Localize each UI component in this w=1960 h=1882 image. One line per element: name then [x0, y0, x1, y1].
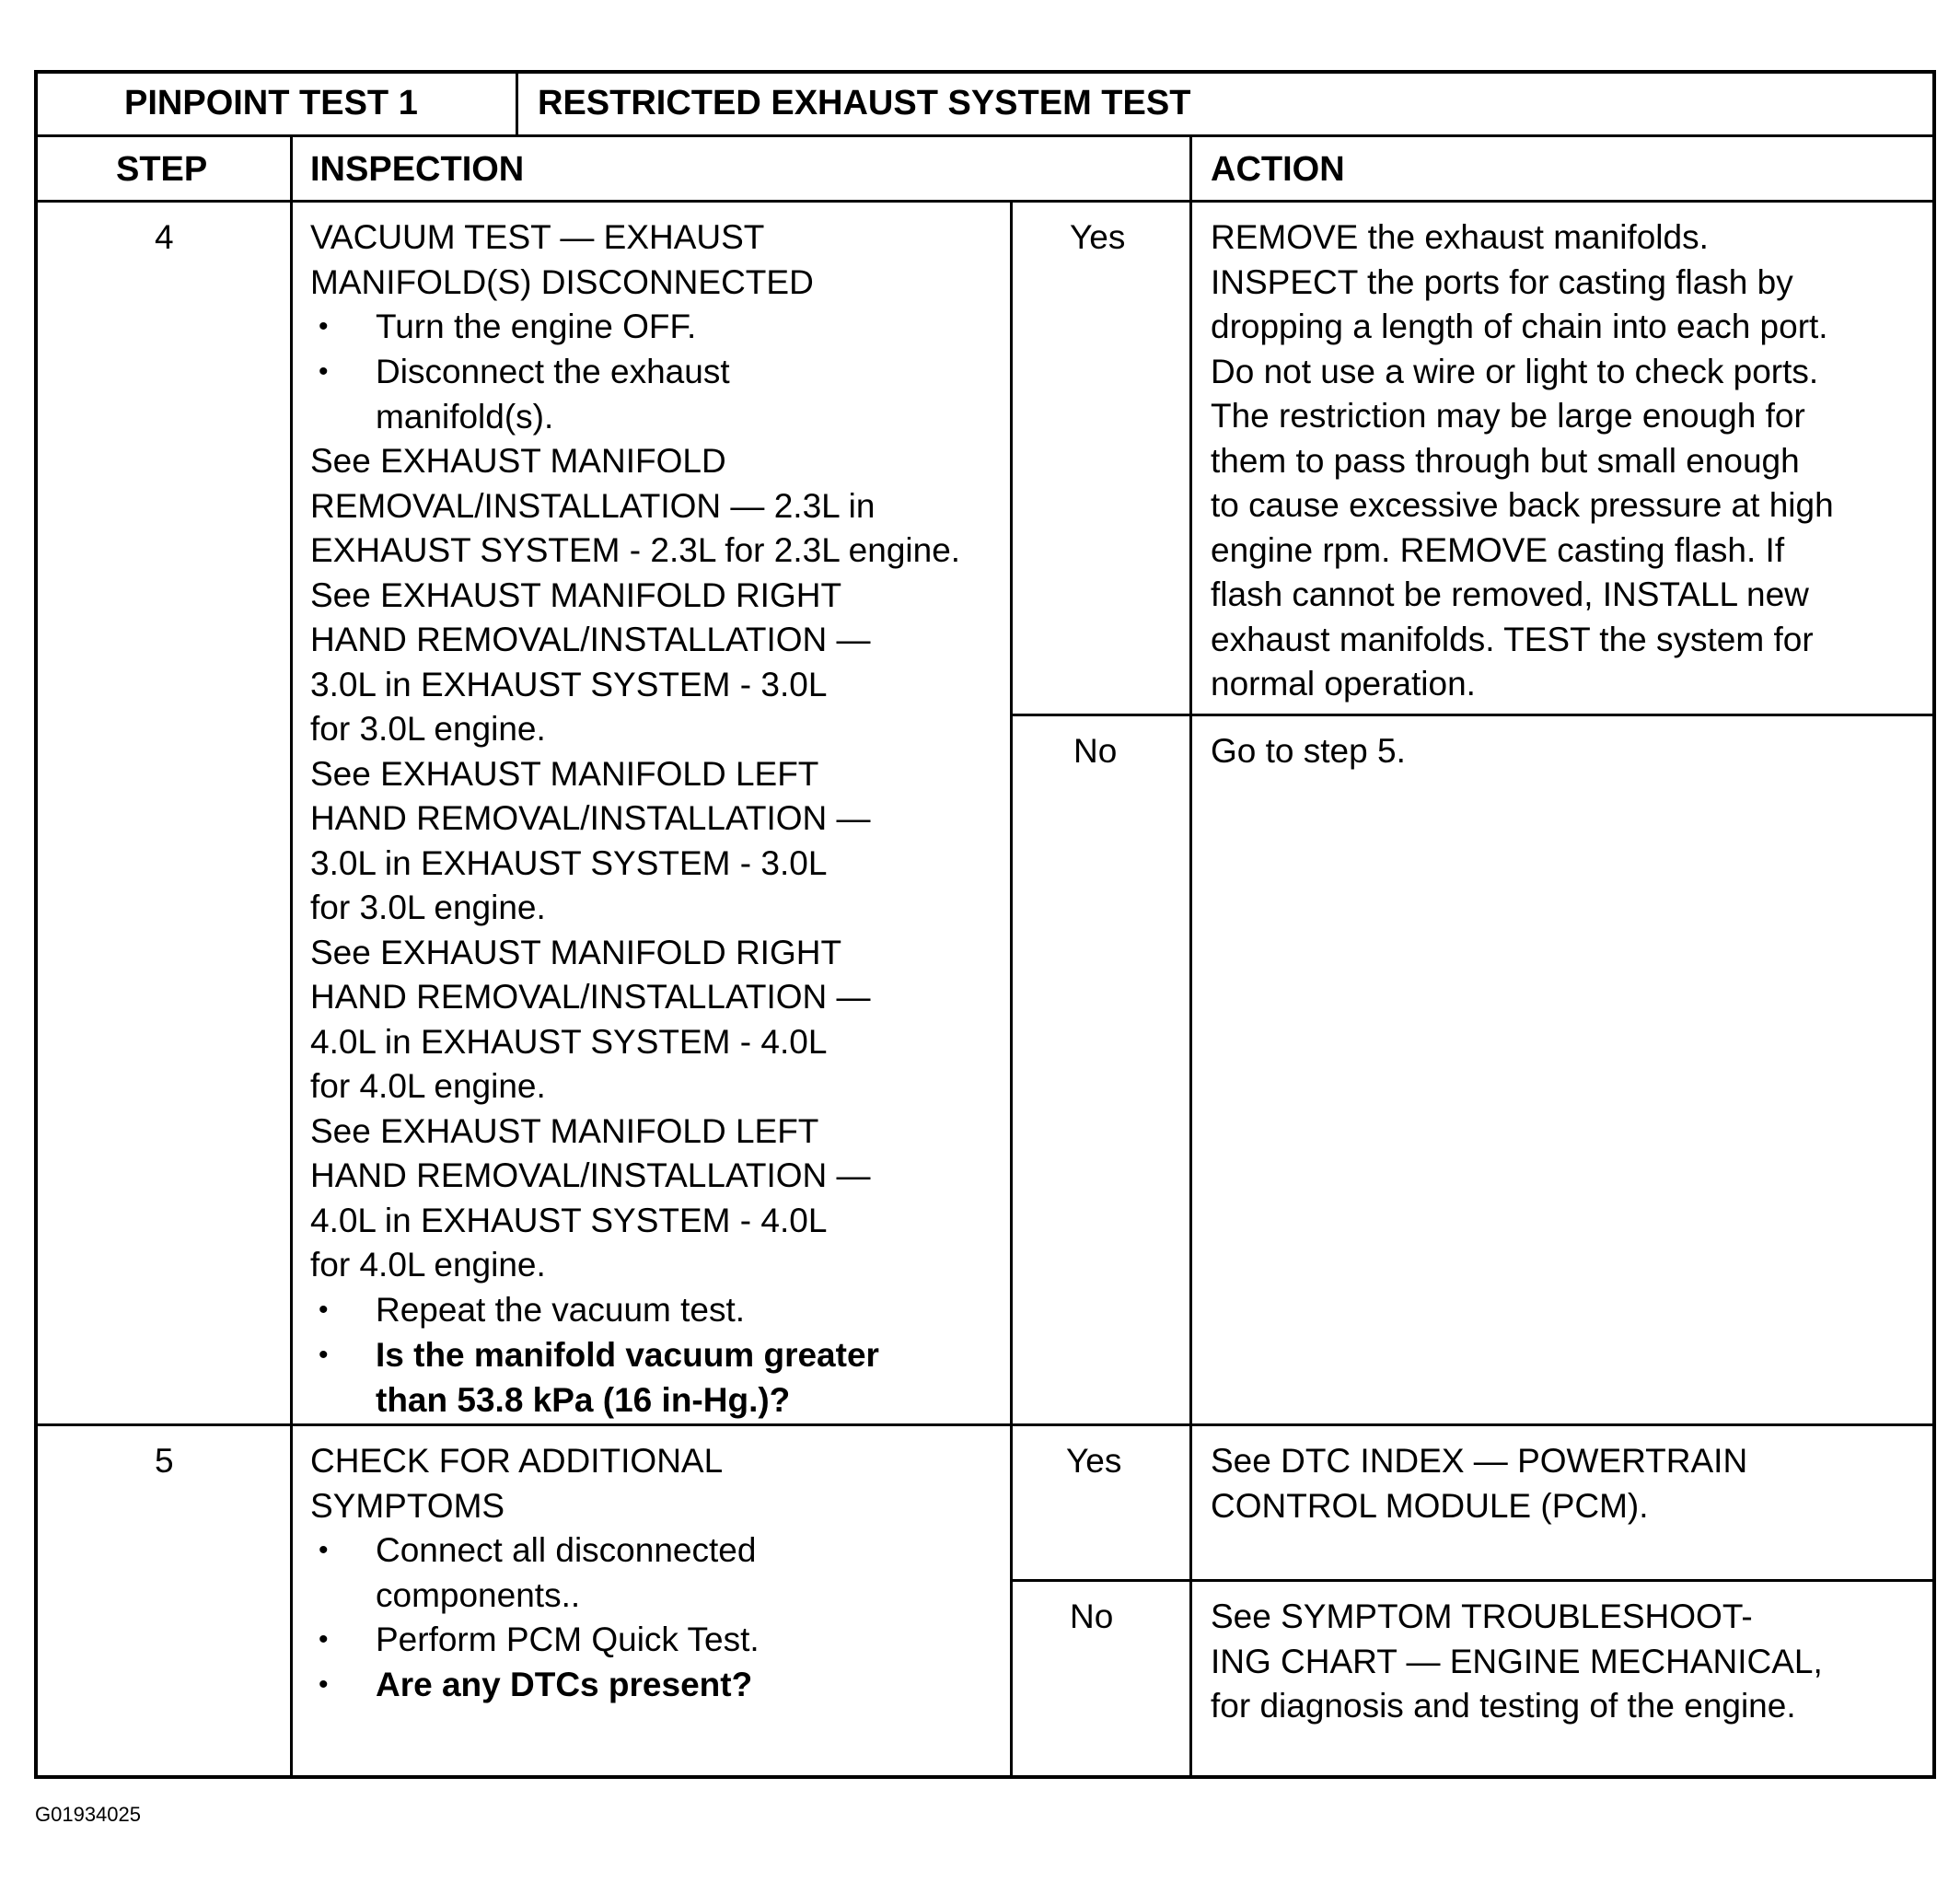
step5-no-action: See SYMPTOM TROUBLESHOOT- ING CHART — ENGINE MECHANICAL, for diagnosis and testing of the engine. [1211, 1597, 1823, 1725]
rule-below-title [34, 134, 1936, 137]
step5-bullet-connect: Connect all disconnected components.. [376, 1531, 757, 1614]
step5-question: Are any DTCs present? [376, 1666, 753, 1703]
test-title: RESTRICTED EXHAUST SYSTEM TEST [538, 84, 1191, 122]
step5-no-label: No [1070, 1597, 1114, 1635]
rule-step5-yes-no [1010, 1579, 1936, 1582]
step4-yes-label: Yes [1070, 218, 1126, 256]
step5-yes-label: Yes [1066, 1442, 1122, 1480]
step4-bullet-disconnect: Disconnect the exhaust manifold(s). [376, 353, 730, 436]
step-number-4: 4 [155, 218, 174, 256]
figure-code: G01934025 [35, 1803, 141, 1826]
rule-step-col [290, 134, 293, 1779]
step4-inspection-heading: VACUUM TEST — EXHAUST MANIFOLD(S) DISCONNECTED [310, 218, 814, 301]
bullet-dot: • [319, 1669, 329, 1700]
column-header-action: ACTION [1211, 150, 1345, 189]
column-header-step: STEP [116, 150, 208, 189]
step4-question: Is the manifold vacuum greater than 53.8 kPa (16 in-Hg.)? [376, 1336, 879, 1419]
rule-title-divider [516, 70, 518, 135]
step5-bullet-quick-test: Perform PCM Quick Test. [376, 1621, 760, 1658]
step4-bullet-repeat: Repeat the vacuum test. [376, 1291, 746, 1329]
rule-between-steps [34, 1423, 1936, 1426]
rule-below-headers [34, 200, 1936, 203]
bullet-dot: • [319, 1535, 329, 1565]
rule-step4-yes-no [1010, 714, 1936, 716]
bullet-dot: • [319, 311, 329, 342]
bullet-dot: • [319, 1295, 329, 1325]
column-header-inspection: INSPECTION [310, 150, 525, 189]
step4-bullet-turn-off: Turn the engine OFF. [376, 308, 697, 345]
step4-yes-action: REMOVE the exhaust manifolds. INSPECT the ports for casting flash by dropping a length of chain into each port. Do not use a wire or light to check ports. The restriction may be large enough for them to pass through but small enough to cause excessive back pressure at high engine rpm. REMOVE casting flash. If flash cannot be removed, INSTALL new exhaust manifolds. TEST the system for normal operation. [1211, 218, 1834, 703]
rule-action-col [1189, 134, 1192, 1779]
bullet-dot: • [319, 356, 329, 387]
step-number-5: 5 [155, 1442, 174, 1480]
step4-manifold-references: See EXHAUST MANIFOLD REMOVAL/INSTALLATION — 2.3L in EXHAUST SYSTEM - 2.3L for 2.3L engine. See EXHAUST MANIFOLD RIGHT HAND REMOVAL/INSTALLATION — 3.0L in EXHAUST SYSTEM - 3.0L for 3.0L engine. See EXHAUST MANIFOLD LEFT HAND REMOVAL/INSTALLATION — 3.0L in EXHAUST SYSTEM - 3.0L for 3.0L engine. See EXHAUST MANIFOLD RIGHT HAND REMOVAL/INSTALLATION — 4.0L in EXHAUST SYSTEM - 4.0L for 4.0L engine. See EXHAUST MANIFOLD LEFT HAND REMOVAL/INSTALLATION — 4.0L in EXHAUST SYSTEM - 4.0L for 4.0L engine. [310, 442, 961, 1284]
step4-no-label: No [1073, 732, 1118, 770]
test-label: PINPOINT TEST 1 [124, 84, 418, 122]
step5-yes-action: See DTC INDEX — POWERTRAIN CONTROL MODULE (PCM). [1211, 1442, 1748, 1525]
bullet-dot: • [319, 1340, 329, 1370]
rule-result-col [1010, 200, 1013, 1779]
bullet-dot: • [319, 1624, 329, 1655]
step5-inspection-heading: CHECK FOR ADDITIONAL SYMPTOMS [310, 1442, 724, 1525]
step4-no-action: Go to step 5. [1211, 732, 1406, 770]
